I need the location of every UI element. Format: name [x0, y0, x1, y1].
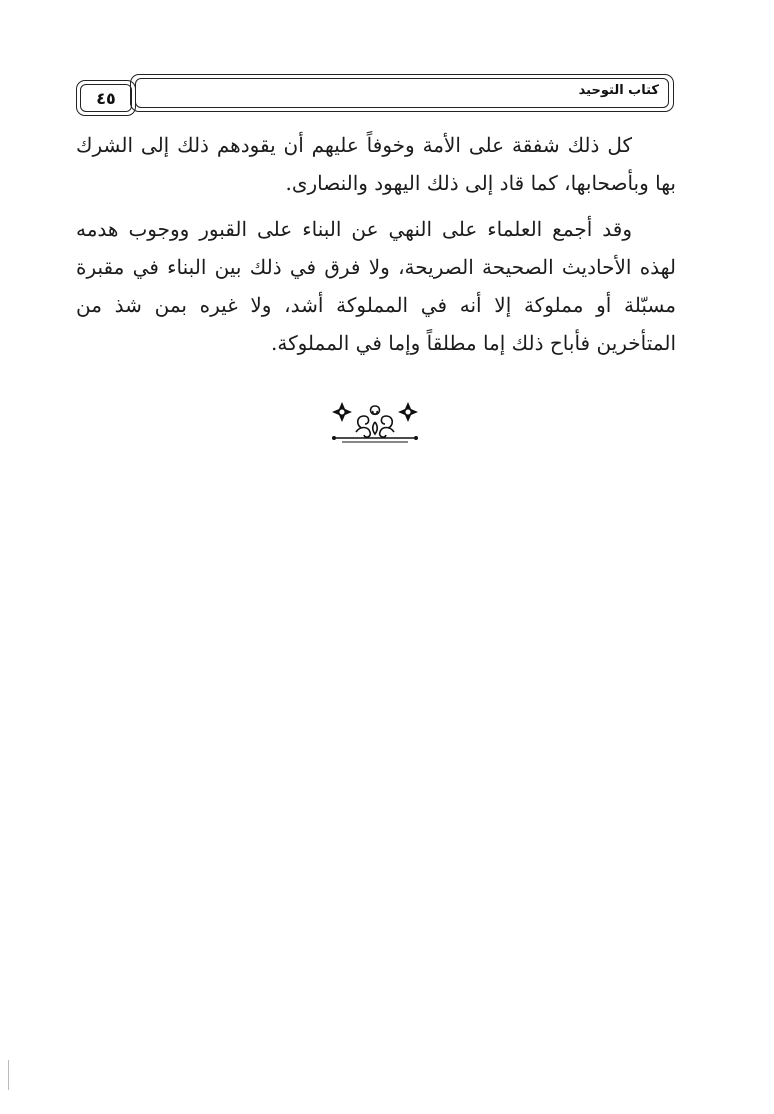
page-number-box [76, 80, 136, 116]
page-body [76, 126, 676, 362]
paragraph-2: وقد أجمع العلماء على النهي عن البناء على القبور ووجوب هدمه لهذه الأحاديث الصحيحة الصريحة، ولا فرق في ذلك بين البناء في مقبرة مسبّلة أو مملوكة إلا أنه في المملوكة أشد، ولا غيره بمن شذ من المتأخرين فأباح ذلك إما مطلقاً وإما في المملوكة. [76, 217, 676, 355]
running-header [130, 74, 674, 112]
book-title: كتاب التوحيد [578, 83, 659, 98]
floral-ornament-icon [328, 398, 422, 446]
paragraph-1: كل ذلك شفقة على الأمة وخوفاً عليهم أن يقودهم ذلك إلى الشرك بها وبأصحابها، كما قاد إلى ذلك اليهود والنصارى. [76, 133, 676, 195]
page-number: ٤٥ [96, 88, 116, 108]
scan-edge-mark [8, 1060, 9, 1090]
